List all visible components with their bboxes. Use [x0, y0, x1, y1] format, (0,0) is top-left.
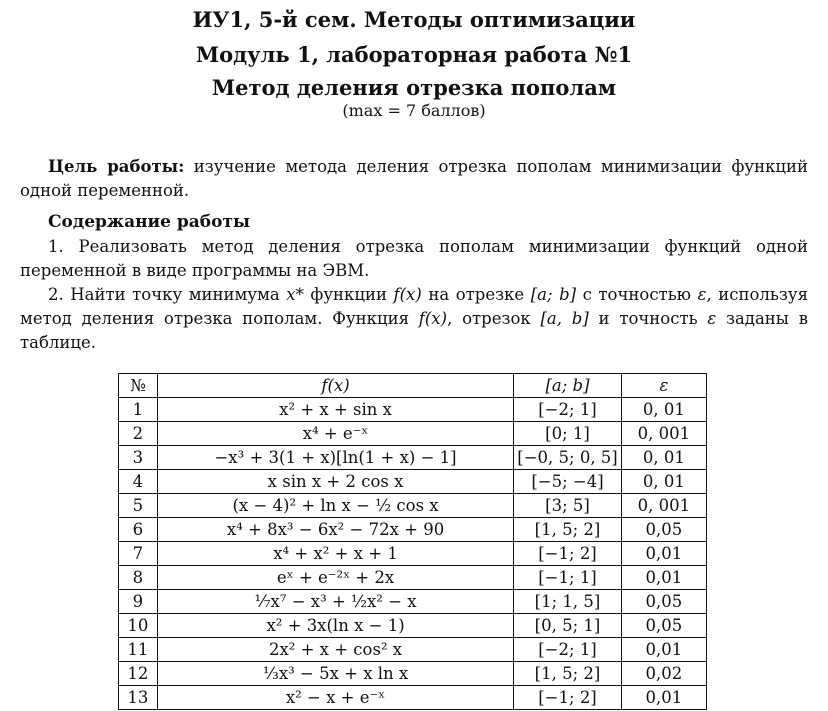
cell-interval: [1; 1, 5] — [514, 590, 621, 614]
cell-function: (x − 4)² + ln x − ½ cos x — [157, 494, 513, 518]
function-symbol: f(x) — [418, 309, 448, 328]
cell-function: x⁴ + e⁻ˣ — [157, 422, 513, 446]
item2-text: заданы в таблице. — [20, 309, 808, 352]
task-item-2 — [20, 283, 808, 355]
table-row — [119, 494, 707, 518]
table-row — [119, 542, 707, 566]
goal-paragraph — [20, 155, 808, 203]
interval-symbol: [a; b] — [530, 285, 577, 304]
table-row — [119, 566, 707, 590]
cell-function: x sin x + 2 cos x — [157, 470, 513, 494]
interval-symbol: [a, b] — [540, 309, 589, 328]
cell-interval: [−1; 2] — [514, 686, 621, 710]
cell-function: ⅓x³ − 5x + x ln x — [157, 662, 513, 686]
item2-text: на отрезке — [421, 285, 531, 304]
cell-function: x² + x + sin x — [157, 398, 513, 422]
header-interval: [a; b] — [514, 374, 621, 398]
table-row — [119, 590, 707, 614]
cell-number: 2 — [119, 422, 158, 446]
cell-epsilon: 0, 01 — [621, 398, 706, 422]
cell-function: ⅐x⁷ − x³ + ½x² − x — [157, 590, 513, 614]
cell-epsilon: 0, 01 — [621, 446, 706, 470]
cell-interval: [1, 5; 2] — [514, 518, 621, 542]
lab-title: Метод деления отрезка пополам — [211, 75, 617, 100]
cell-number: 12 — [119, 662, 158, 686]
cell-epsilon: 0,02 — [621, 662, 706, 686]
cell-epsilon: 0,01 — [621, 686, 706, 710]
table-row — [119, 686, 707, 710]
item2-text: и точность — [588, 309, 708, 328]
cell-epsilon: 0,05 — [621, 590, 706, 614]
cell-epsilon: 0, 001 — [621, 422, 706, 446]
cell-epsilon: 0,01 — [621, 638, 706, 662]
cell-interval: [0; 1] — [514, 422, 621, 446]
cell-interval: [−1; 1] — [514, 566, 621, 590]
cell-epsilon: 0,05 — [621, 518, 706, 542]
epsilon-symbol: ε — [697, 285, 707, 304]
cell-number: 4 — [119, 470, 158, 494]
cell-number: 7 — [119, 542, 158, 566]
table-row — [119, 446, 707, 470]
table-header-row — [119, 374, 707, 398]
item2-text: с точностью — [576, 285, 698, 304]
cell-epsilon: 0,05 — [621, 614, 706, 638]
cell-number: 9 — [119, 590, 158, 614]
item2-text: функции — [303, 285, 394, 304]
table-row — [119, 614, 707, 638]
variants-table — [118, 373, 707, 710]
header-function: f(x) — [157, 374, 513, 398]
cell-function: x⁴ + x² + x + 1 — [157, 542, 513, 566]
cell-interval: [1, 5; 2] — [514, 662, 621, 686]
content-heading: Содержание работы — [48, 212, 251, 232]
cell-number: 3 — [119, 446, 158, 470]
cell-number: 10 — [119, 614, 158, 638]
xstar-symbol: x* — [286, 285, 304, 304]
cell-number: 11 — [119, 638, 158, 662]
header-epsilon: ε — [621, 374, 706, 398]
course-title: ИУ1, 5-й сем. Методы оптимизации — [192, 7, 636, 32]
cell-interval: [3; 5] — [514, 494, 621, 518]
cell-interval: [−5; −4] — [514, 470, 621, 494]
cell-epsilon: 0,01 — [621, 542, 706, 566]
cell-function: 2x² + x + cos² x — [157, 638, 513, 662]
table-row — [119, 518, 707, 542]
cell-number: 1 — [119, 398, 158, 422]
cell-number: 5 — [119, 494, 158, 518]
table-row — [119, 638, 707, 662]
table-row — [119, 422, 707, 446]
cell-number: 6 — [119, 518, 158, 542]
goal-label: Цель работы: — [48, 157, 185, 176]
cell-epsilon: 0,01 — [621, 566, 706, 590]
cell-function: eˣ + e⁻²ˣ + 2x — [157, 566, 513, 590]
cell-interval: [−0, 5; 0, 5] — [514, 446, 621, 470]
goal-text: изучение метода деления отрезка пополам минимизации функций одной переменной. — [20, 157, 808, 200]
item2-text: , отрезок — [447, 309, 541, 328]
item2-text: , используя метод деления отрезка пополам. Функция — [20, 285, 808, 328]
cell-epsilon: 0, 001 — [621, 494, 706, 518]
function-symbol: f(x) — [393, 285, 422, 304]
cell-interval: [−1; 2] — [514, 542, 621, 566]
table-row — [119, 470, 707, 494]
epsilon-symbol: ε — [707, 309, 717, 328]
module-title: Модуль 1, лабораторная работа №1 — [195, 42, 633, 67]
table-row — [119, 398, 707, 422]
max-score: (max = 7 баллов) — [342, 101, 486, 120]
cell-epsilon: 0, 01 — [621, 470, 706, 494]
cell-number: 8 — [119, 566, 158, 590]
table-row — [119, 662, 707, 686]
cell-function: −x³ + 3(1 + x)[ln(1 + x) − 1] — [157, 446, 513, 470]
item2-text: 2. Найти точку минимума — [48, 285, 287, 304]
task-item-1: 1. Реализовать метод деления отрезка пополам минимизации функций одной переменной в виде программы на ЭВМ. — [20, 237, 808, 280]
cell-number: 13 — [119, 686, 158, 710]
header-number: № — [119, 374, 158, 398]
cell-interval: [−2; 1] — [514, 398, 621, 422]
cell-interval: [0, 5; 1] — [514, 614, 621, 638]
cell-function: x² + 3x(ln x − 1) — [157, 614, 513, 638]
cell-interval: [−2; 1] — [514, 638, 621, 662]
cell-function: x⁴ + 8x³ − 6x² − 72x + 90 — [157, 518, 513, 542]
cell-function: x² − x + e⁻ˣ — [157, 686, 513, 710]
